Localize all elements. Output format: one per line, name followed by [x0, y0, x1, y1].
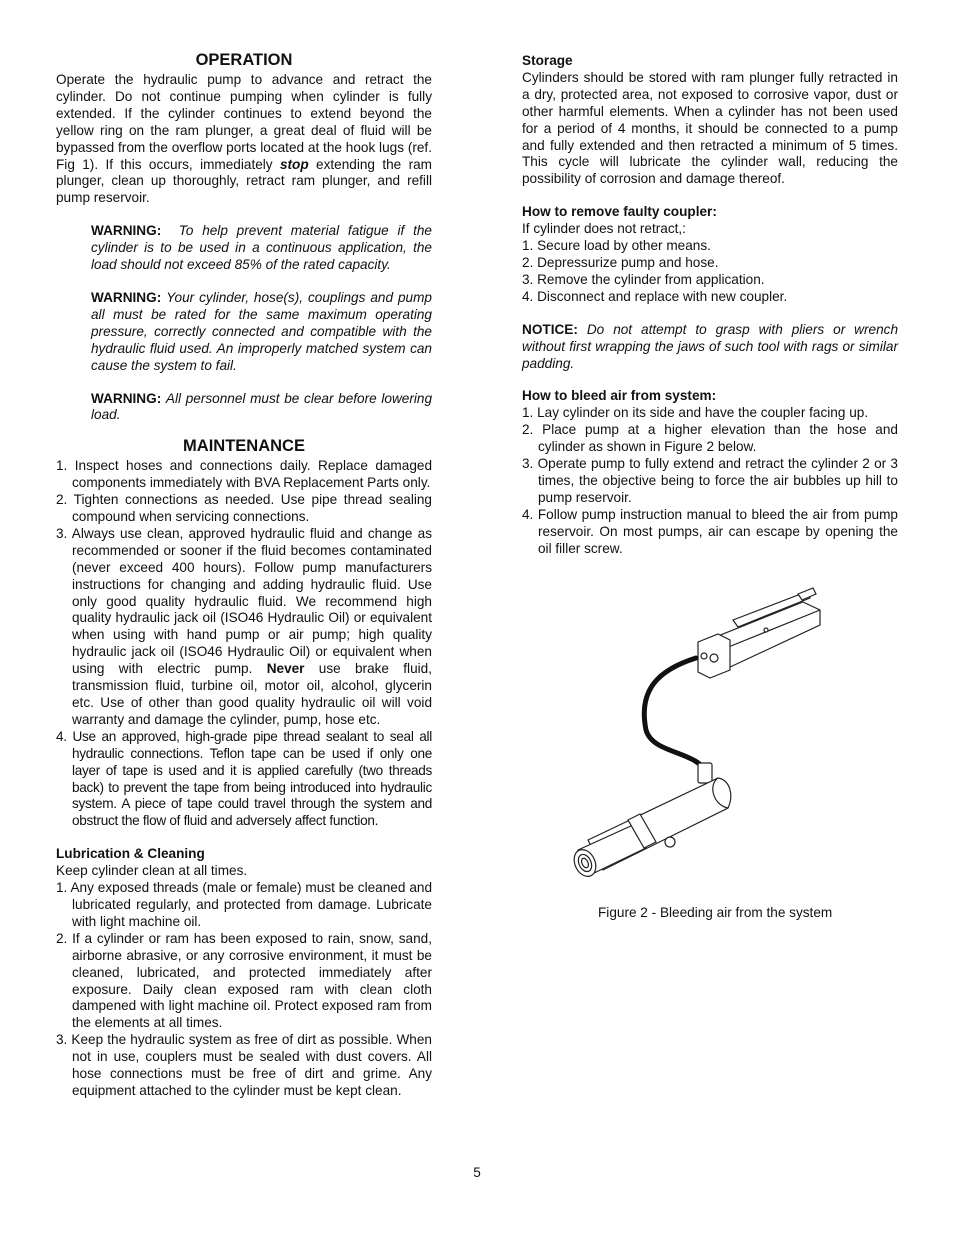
pump-hose-cylinder-illustration [558, 580, 828, 880]
page-number: 5 [473, 1165, 481, 1180]
coupler-intro: If cylinder does not retract,: [522, 221, 686, 237]
lubrication-heading: Lubrication & Cleaning [56, 846, 205, 862]
list-item: 3. Keep the hydraulic system as free of dirt as possible. When not in use, couplers must be sealed with dust covers. All hose connections must be free of dirt and grime. Any equipment attached to the cylinder must be kept clean. [56, 1032, 432, 1098]
item-text: 3. Always use clean, approved hydraulic fluid and change as recommended or sooner if the fluid becomes contaminated (never exceed 400 hours). Follow pump manufacturers instructions for changing and adding hydraulic fluid. Use only good quality hydraulic fluid. We recommend high quality hydraulic jack oil (ISO46 Hydraulic Oil) or equivalent when using with hand pump or air pump; high quality hydraulic jack oil (ISO46 Hydraulic Oil) or equivalent when using with electric pump. [56, 525, 432, 677]
coupler-heading: How to remove faulty coupler: [522, 204, 717, 220]
warning-3 [91, 391, 432, 425]
operation-paragraph [56, 72, 432, 207]
list-item: 2. Tighten connections as needed. Use pipe thread sealing compound when servicing connections. [56, 492, 432, 525]
lubrication-intro: Keep cylinder clean at all times. [56, 863, 248, 879]
list-item [56, 526, 432, 729]
list-item: 2. Place pump at a higher elevation than the hose and cylinder as shown in Figure 2 below. [522, 422, 898, 455]
list-item: 2. If a cylinder or ram has been exposed to rain, snow, sand, airborne abrasive, or any corrosive environment, it must be cleaned, lubricated, and protected immediately after exposure. Daily clean exposed ram with clean cloth dampened with light machine oil. Protect exposed ram from the elements at all times. [56, 930, 432, 1031]
warning-label: WARNING: [91, 223, 162, 239]
lubrication-list [56, 880, 432, 1100]
warning-text: To help prevent material fatigue if the cylinder is to be used in a continuous application, the load should not exceed 85% of the rated capacity. [91, 223, 432, 273]
operation-stop-word: stop [279, 156, 309, 172]
operation-heading: OPERATION [195, 51, 293, 69]
right-column [522, 53, 898, 557]
warning-label: WARNING: [91, 289, 162, 305]
list-item: 1. Inspect hoses and connections daily. Replace damaged components immediately with BVA Replacement Parts only. [56, 458, 432, 491]
operation-text-b: extending the ram plunger, clean up thoroughly, retract ram plunger, and refill pump reservoir. [56, 156, 432, 206]
notice-label: NOTICE: [522, 321, 578, 337]
notice-paragraph [522, 322, 898, 373]
bleed-heading: How to bleed air from system: [522, 388, 717, 404]
warning-2 [91, 290, 432, 375]
list-item: 3. Remove the cylinder from application. [522, 271, 765, 287]
bleed-list [522, 405, 898, 557]
list-item: 1. Secure load by other means. [522, 238, 711, 254]
warning-label: WARNING: [91, 390, 162, 406]
coupler-list [522, 238, 898, 306]
left-column [56, 50, 432, 1100]
figure-caption: Figure 2 - Bleeding air from the system [598, 905, 833, 920]
list-item: 4. Disconnect and replace with new coupler. [522, 288, 788, 304]
maintenance-heading: MAINTENANCE [183, 437, 305, 456]
storage-heading: Storage [522, 53, 573, 68]
notice-text: Do not attempt to grasp with pliers or wrench without first wrapping the jaws of such tool with rags or similar padding. [522, 321, 899, 371]
list-item: 1. Lay cylinder on its side and have the coupler facing up. [522, 405, 869, 421]
warning-text: All personnel must be clear before lowering load. [91, 390, 433, 423]
list-item: 1. Any exposed threads (male or female) must be cleaned and lubricated regularly, and protected from damage. Lubricate with light machine oil. [56, 880, 432, 929]
storage-paragraph: Cylinders should be stored with ram plunger fully retracted in a dry, protected area, not exposed to corrosive vapor, dust or other harmful elements. When a cylinder has not been used for a period of 4 months, it should be connected to a pump and fully extended and then retracted a minimum of 5 times. This cycle will lubricate the cylinder wall, reducing the possibility of corrosion and damage thereof. [522, 69, 898, 187]
list-item: 4. Follow pump instruction manual to bleed the air from pump reservoir. On most pumps, air can escape by opening the oil filler screw. [522, 506, 898, 556]
warning-text: Your cylinder, hose(s), couplings and pump all must be rated for the same maximum operating pressure, correctly connected and compatible with the hydraulic fluid used. An improperly matched system can cause the system to fail. [91, 289, 432, 373]
list-item: 4. Use an approved, high-grade pipe thread sealant to seal all hydraulic connections. Teflon tape can be used if only one layer of tape is used and it is applied carefully (two threads back) to prevent the tape from being introduced into hydraulic system. A piece of tape could travel through the system and obstruct the flow of fluid and adversely affect function. [56, 728, 432, 829]
never-word: Never [266, 661, 305, 677]
list-item: 2. Depressurize pump and hose. [522, 254, 719, 270]
operation-text-a: Operate the hydraulic pump to advance and retract the cylinder. Do not continue pumping when cylinder is fully extended. If the cylinder continues to extend beyond the yellow ring on the ram plunger, a great deal of fluid will be bypassed from the overflow ports located at the hook lugs (ref. Fig 1). If this occurs, immediately [56, 72, 432, 172]
warning-1 [91, 223, 432, 274]
item-text: use brake fluid, transmission fluid, turbine oil, motor oil, alcohol, glycerin etc. Use of other than good quality hydraulic oil will void warranty and damage the cylinder, pump, hose etc. [72, 661, 432, 727]
figure-bleeding-air [558, 580, 828, 880]
list-item: 3. Operate pump to fully extend and retract the cylinder 2 or 3 times, the objective being to force the air bubbles up hill to pump reservoir. [522, 456, 898, 505]
maintenance-list [56, 458, 432, 830]
